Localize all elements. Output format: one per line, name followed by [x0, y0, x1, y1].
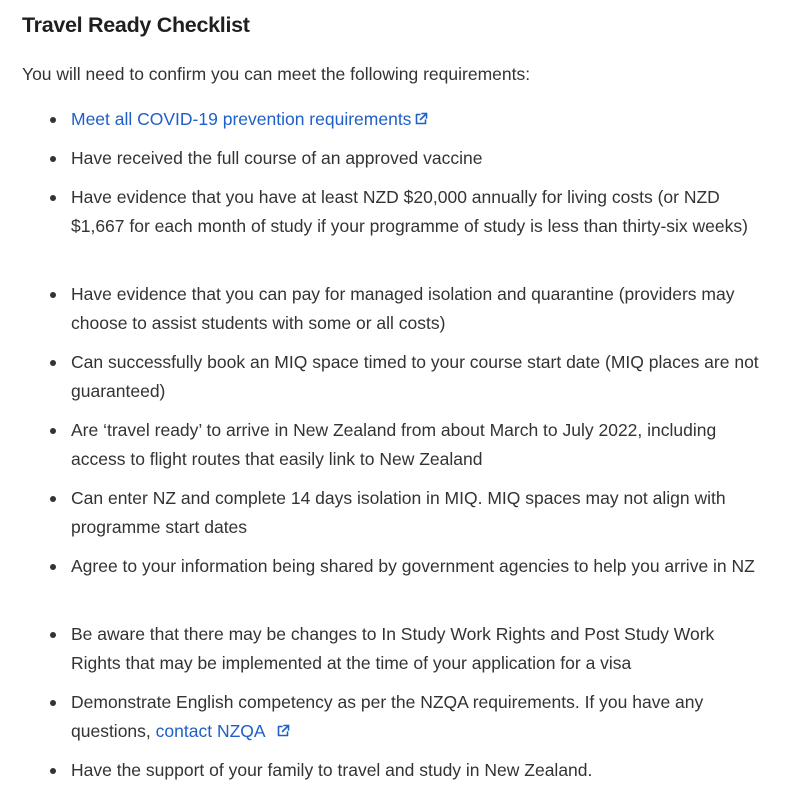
- bullet-icon: [50, 768, 56, 774]
- bullet-icon: [50, 564, 56, 570]
- list-item-text: Have received the full course of an approved vaccine: [71, 148, 483, 168]
- list-item: [50, 105, 768, 134]
- list-item-text: Can enter NZ and complete 14 days isolation in MIQ. MIQ spaces may not align with programme start dates: [71, 488, 726, 537]
- external-link-icon: [276, 724, 290, 738]
- list-item: [50, 144, 768, 173]
- list-item: [50, 552, 768, 581]
- bullet-icon: [50, 360, 56, 366]
- list-item: [50, 688, 768, 746]
- list-item-text: Agree to your information being shared by government agencies to help you arrive in NZ: [71, 556, 755, 576]
- list-item-text: Be aware that there may be changes to In Study Work Rights and Post Study Work Rights that may be implemented at the time of your application for a visa: [71, 624, 715, 673]
- nzqa-text: Demonstrate English competency as per the NZQA requirements. If you have any questions,: [71, 692, 704, 741]
- bullet-icon: [50, 156, 56, 162]
- list-item-text: [71, 688, 768, 746]
- list-item-text: [71, 105, 768, 134]
- list-item: [50, 620, 768, 678]
- list-item-text: Have the support of your family to travel and study in New Zealand.: [71, 760, 593, 780]
- list-item-text: Have evidence that you can pay for managed isolation and quarantine (providers may choose to assist students with some or all costs): [71, 284, 735, 333]
- intro-text: You will need to confirm you can meet the following requirements:: [22, 64, 531, 84]
- list-item: [50, 183, 768, 241]
- list-item: [50, 756, 768, 785]
- list-item-text: Have evidence that you have at least NZD $20,000 annually for living costs (or NZD $1,667 for each month of study if your programme of study is less than thirty-six weeks): [71, 187, 748, 236]
- list-item: [50, 348, 768, 406]
- external-link-icon: [414, 112, 428, 126]
- contact-nzqa-link[interactable]: contact NZQA: [155, 721, 266, 741]
- covid-requirements-link[interactable]: Meet all COVID-19 prevention requirements: [71, 109, 412, 129]
- list-item-text: Are ‘travel ready’ to arrive in New Zealand from about March to July 2022, including access to flight routes that easily link to New Zealand: [71, 420, 717, 469]
- bullet-icon: [50, 292, 56, 298]
- bullet-icon: [50, 428, 56, 434]
- bullet-icon: [50, 496, 56, 502]
- list-item-text: Can successfully book an MIQ space timed to your course start date (MIQ places are not guaranteed): [71, 352, 759, 401]
- bullet-icon: [50, 700, 56, 706]
- page-title: Travel Ready Checklist: [22, 13, 250, 37]
- bullet-icon: [50, 632, 56, 638]
- bullet-icon: [50, 195, 56, 201]
- list-item: [50, 484, 768, 542]
- list-item: [50, 416, 768, 474]
- list-item: [50, 280, 768, 338]
- bullet-icon: [50, 117, 56, 123]
